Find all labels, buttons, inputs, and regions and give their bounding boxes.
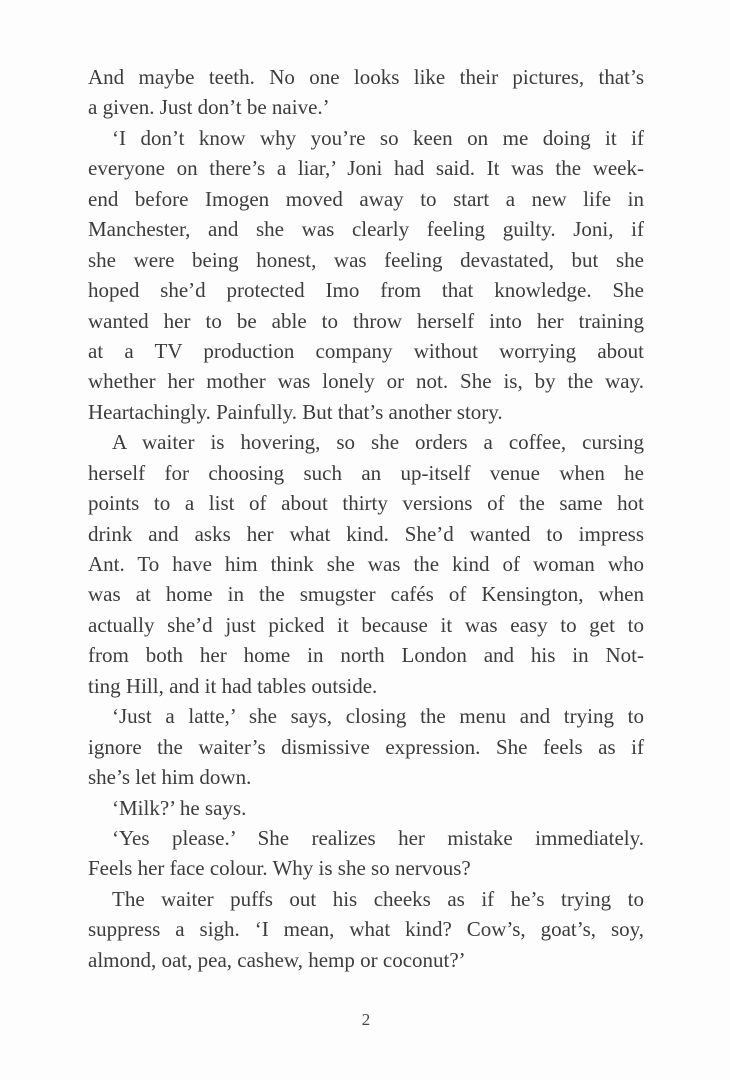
- text-line: ‘Just a latte,’ she says, closing the menu and trying to: [112, 704, 644, 729]
- text-line: everyone on there’s a liar,’ Joni had said. It was the week-: [88, 156, 644, 181]
- text-line: she were being honest, was feeling devastated, but she: [88, 247, 644, 272]
- text-line: she’s let him down.: [88, 765, 252, 790]
- text-line: suppress a sigh. ‘I mean, what kind? Cow’s, goat’s, soy,: [88, 917, 644, 942]
- text-line: A waiter is hovering, so she orders a coffee, cursing: [112, 430, 644, 455]
- text-line: hoped she’d protected Imo from that knowledge. She: [88, 278, 644, 303]
- text-line: ignore the waiter’s dismissive expression. She feels as if: [88, 734, 644, 759]
- page-number: 2: [361, 1010, 371, 1029]
- text-line: drink and asks her what kind. She’d wanted to impress: [88, 521, 644, 546]
- text-line: herself for choosing such an up-itself venue when he: [88, 460, 644, 485]
- text-line: almond, oat, pea, cashew, hemp or coconut?’: [88, 947, 466, 972]
- text-line: The waiter puffs out his cheeks as if he’s trying to: [112, 886, 644, 911]
- text-line: end before Imogen moved away to start a new life in: [88, 186, 644, 211]
- text-line: And maybe teeth. No one looks like their pictures, that’s: [88, 65, 644, 89]
- text-line: ting Hill, and it had tables outside.: [88, 673, 378, 698]
- text-line: wanted her to be able to throw herself into her training: [88, 308, 644, 333]
- text-line: was at home in the smugster cafés of Kensington, when: [88, 582, 644, 607]
- text-line: at a TV production company without worrying about: [88, 338, 644, 363]
- body-text: [88, 62, 644, 975]
- text-line: Ant. To have him think she was the kind of woman who: [88, 552, 644, 576]
- text-line: points to a list of about thirty versions of the same hot: [88, 491, 644, 516]
- text-line: from both her home in north London and his in Not-: [88, 643, 644, 668]
- text-line: ‘I don’t know why you’re so keen on me doing it if: [112, 125, 644, 150]
- text-line: ‘Milk?’ he says.: [112, 795, 247, 820]
- text-line: ‘Yes please.’ She realizes her mistake immediately.: [112, 825, 644, 850]
- text-line: Feels her face colour. Why is she so nervous?: [88, 856, 471, 881]
- text-line: actually she’d just picked it because it was easy to get to: [88, 612, 644, 637]
- text-line: Manchester, and she was clearly feeling guilty. Joni, if: [88, 217, 644, 242]
- text-line: Heartachingly. Painfully. But that’s another story.: [88, 399, 503, 424]
- text-line: a given. Just don’t be naive.’: [88, 95, 330, 120]
- text-line: whether her mother was lonely or not. She is, by the way.: [88, 369, 644, 394]
